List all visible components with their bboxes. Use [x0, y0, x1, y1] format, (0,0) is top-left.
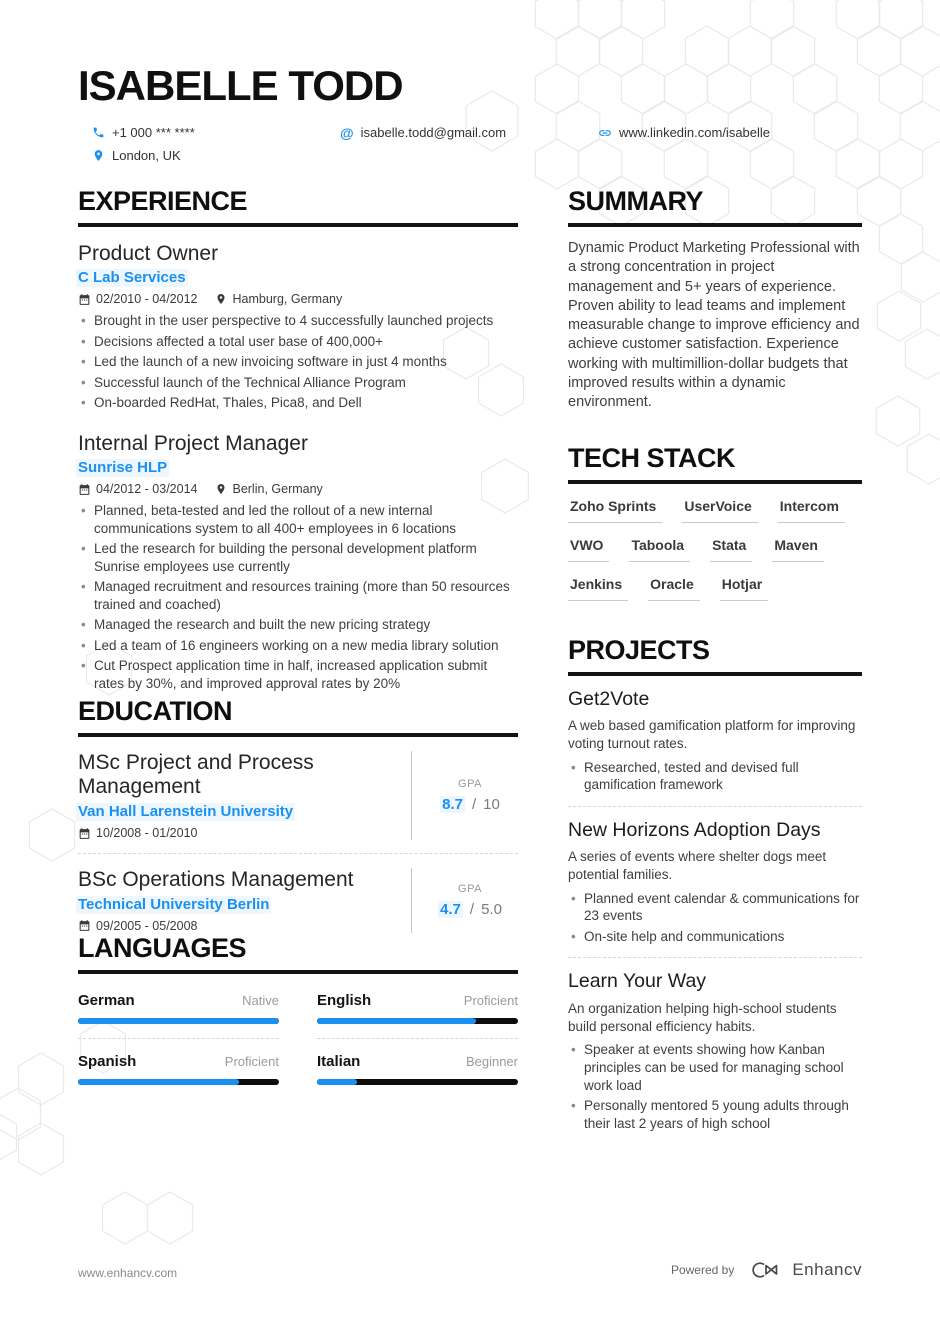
project-name: Get2Vote	[568, 687, 650, 710]
experience-entry	[78, 432, 518, 693]
language-item	[317, 1038, 518, 1085]
section-title-projects: PROJECTS	[568, 635, 862, 676]
tech-tag: Stata	[710, 537, 752, 562]
bullet-item: • Planned, beta-tested and led the rollout of a new internal communications system to all 400+ employees in 6 locations	[78, 502, 518, 537]
calendar-icon	[78, 919, 91, 932]
language-bar	[78, 1079, 279, 1085]
bullet-item: • Led the launch of a new invoicing software in just 4 months	[78, 353, 518, 371]
gpa-label: GPA	[458, 777, 482, 790]
phone-field[interactable]	[92, 125, 195, 140]
bullet-item: • Personally mentored 5 young adults through their last 2 years of high school	[568, 1097, 862, 1132]
project-entry	[568, 819, 862, 959]
language-bar-fill	[317, 1079, 357, 1085]
education-info	[78, 751, 399, 841]
job-location: Berlin, Germany	[215, 482, 322, 496]
location-text: London, UK	[112, 148, 181, 164]
gpa-max: 5.0	[481, 900, 502, 918]
language-name: Spanish	[78, 1052, 137, 1070]
language-name: German	[78, 991, 135, 1009]
bullet-item: • Successful launch of the Technical Alliance Program	[78, 374, 518, 392]
bullet-item: • Researched, tested and devised full gamification framework	[568, 759, 862, 794]
education-entry	[78, 868, 518, 933]
gpa-value: 8.7	[442, 795, 463, 813]
language-item	[78, 1038, 279, 1085]
tech-tag: Hotjar	[720, 576, 768, 601]
language-name: Italian	[317, 1052, 361, 1070]
languages-grid	[78, 978, 518, 1085]
email-field[interactable]	[340, 125, 506, 140]
language-bar-fill	[78, 1079, 239, 1085]
section-title-languages: LANGUAGES	[78, 933, 518, 974]
degree-title: BSc Operations Management	[78, 868, 354, 892]
divider	[568, 957, 862, 958]
language-bar-fill	[317, 1018, 476, 1024]
project-bullets	[568, 890, 862, 946]
gpa-separator: /	[469, 900, 475, 918]
language-item	[78, 978, 279, 1024]
tech-tag: Taboola	[629, 537, 690, 562]
project-entry	[568, 970, 862, 1132]
gpa-separator: /	[472, 795, 477, 813]
powered-by-label: Powered by	[670, 1263, 735, 1277]
language-level: Proficient	[224, 1053, 279, 1069]
gpa-value: 4.7	[440, 900, 461, 918]
bullet-item: • Managed the research and built the new pricing strategy	[78, 616, 518, 634]
education-info	[78, 868, 399, 933]
candidate-name: ISABELLE TODD	[78, 62, 403, 109]
language-bar	[317, 1018, 518, 1024]
tech-tag: Zoho Sprints	[568, 498, 662, 523]
tech-tag: Maven	[772, 537, 824, 562]
right-column	[568, 186, 862, 1135]
section-title-experience: EXPERIENCE	[78, 186, 518, 227]
contact-row	[78, 122, 862, 166]
project-description: An organization helping high-school students build personal efficiency habits.	[568, 1000, 837, 1034]
language-level: Native	[242, 992, 279, 1008]
email-text: isabelle.todd@gmail.com	[360, 125, 507, 141]
tech-stack-tags	[568, 498, 862, 601]
calendar-icon	[78, 483, 91, 496]
education-entry	[78, 751, 518, 841]
gpa-max: 10	[483, 795, 500, 813]
divider	[78, 853, 518, 854]
language-bar	[78, 1018, 279, 1024]
language-item	[317, 978, 518, 1024]
project-description: A web based gamification platform for improving voting turnout rates.	[568, 718, 856, 751]
calendar-icon	[78, 827, 91, 840]
project-name: New Horizons Adoption Days	[568, 818, 821, 841]
job-location: Hamburg, Germany	[215, 292, 342, 306]
divider	[568, 806, 862, 807]
education-meta	[78, 826, 399, 840]
tech-tag: Intercom	[778, 498, 845, 523]
tech-tag: VWO	[568, 537, 609, 562]
section-title-education: EDUCATION	[78, 696, 518, 737]
job-dates: 04/2012 - 03/2014	[78, 482, 197, 496]
calendar-icon	[78, 293, 91, 306]
section-title-summary: SUMMARY	[568, 186, 862, 227]
project-name: Learn Your Way	[568, 970, 707, 993]
education-meta	[78, 919, 399, 933]
language-level: Proficient	[463, 992, 518, 1008]
bullet-item: • Managed recruitment and resources training (more than 50 resources trained and coached)	[78, 578, 518, 613]
email-at-icon: @	[340, 124, 354, 141]
job-meta	[78, 482, 518, 496]
project-description: A series of events where shelter dogs meet potential families.	[568, 849, 827, 882]
gpa-label: GPA	[458, 882, 482, 895]
enhancv-brand-text: Enhancv	[792, 1260, 862, 1279]
job-role: Internal Project Manager	[78, 431, 308, 455]
project-entry	[568, 688, 862, 807]
job-bullets	[78, 312, 518, 412]
tech-tag: Jenkins	[568, 576, 628, 601]
link-icon	[598, 126, 612, 140]
enhancv-logo-icon	[746, 1258, 780, 1282]
phone-text: +1 000 *** ****	[112, 125, 195, 141]
company-link[interactable]: Sunrise HLP	[78, 459, 168, 477]
location-field	[92, 148, 181, 163]
bullet-item: • On-site help and communications	[568, 928, 862, 946]
left-column	[78, 186, 518, 1085]
bullet-item: • Speaker at events showing how Kanban principles can be used for managing school work load	[568, 1041, 862, 1094]
footer-site-link[interactable]: www.enhancv.com	[78, 1266, 178, 1280]
school-link[interactable]: Technical University Berlin	[78, 895, 270, 913]
location-pin-icon	[92, 149, 105, 162]
job-meta	[78, 292, 518, 306]
language-bar-fill	[78, 1018, 279, 1024]
education-dates: 09/2005 - 05/2008	[78, 919, 197, 933]
linkedin-text: www.linkedin.com/isabelle	[619, 125, 771, 141]
gpa-block	[411, 751, 518, 841]
footer-powered-by[interactable]	[671, 1258, 862, 1282]
job-dates: 02/2010 - 04/2012	[78, 292, 197, 306]
bullet-item: • Decisions affected a total user base of 400,000+	[78, 333, 518, 351]
job-bullets	[78, 502, 518, 692]
location-pin-icon	[215, 293, 227, 305]
job-role: Product Owner	[78, 242, 219, 266]
company-link[interactable]: C Lab Services	[78, 269, 186, 287]
school-link[interactable]: Van Hall Larenstein University	[78, 803, 294, 821]
experience-entry	[78, 242, 518, 412]
tech-tag: UserVoice	[682, 498, 757, 523]
summary-text: Dynamic Product Marketing Professional with a strong concentration in project management and 5+ years of experience. Proven ability to lead teams and implement measurable change to improve efficiency and achieve customer satisfaction. Experience working with multimillion-dollar budgets that improved results within a dynamic environment.	[568, 240, 860, 411]
tech-tag: Oracle	[648, 576, 700, 601]
gpa-value-row	[438, 901, 502, 918]
language-level: Beginner	[465, 1053, 518, 1069]
bullet-item: • On-boarded RedHat, Thales, Pica8, and Dell	[78, 394, 518, 412]
project-bullets	[568, 1041, 862, 1132]
bullet-item: • Cut Prospect application time in half, increased application submit rates by 30%, and improved approval rates by 20%	[78, 657, 518, 692]
language-bar	[317, 1079, 518, 1085]
bullet-item: • Led a team of 16 engineers working on a new media library solution	[78, 637, 518, 655]
phone-icon	[92, 126, 105, 139]
gpa-value-row	[440, 796, 500, 813]
linkedin-field[interactable]	[598, 125, 770, 140]
education-dates: 10/2008 - 01/2010	[78, 826, 197, 840]
location-pin-icon	[215, 483, 227, 495]
bullet-item: • Brought in the user perspective to 4 successfully launched projects	[78, 312, 518, 330]
section-title-tech-stack: TECH STACK	[568, 443, 862, 484]
bullet-item: • Planned event calendar & communications for 23 events	[568, 890, 862, 925]
language-name: English	[317, 991, 372, 1009]
project-bullets	[568, 759, 862, 794]
bullet-item: • Led the research for building the personal development platform Sunrise employees use currently	[78, 540, 518, 575]
resume-header	[78, 64, 862, 166]
degree-title: MSc Project and Process Management	[78, 750, 314, 799]
gpa-block	[411, 868, 518, 933]
